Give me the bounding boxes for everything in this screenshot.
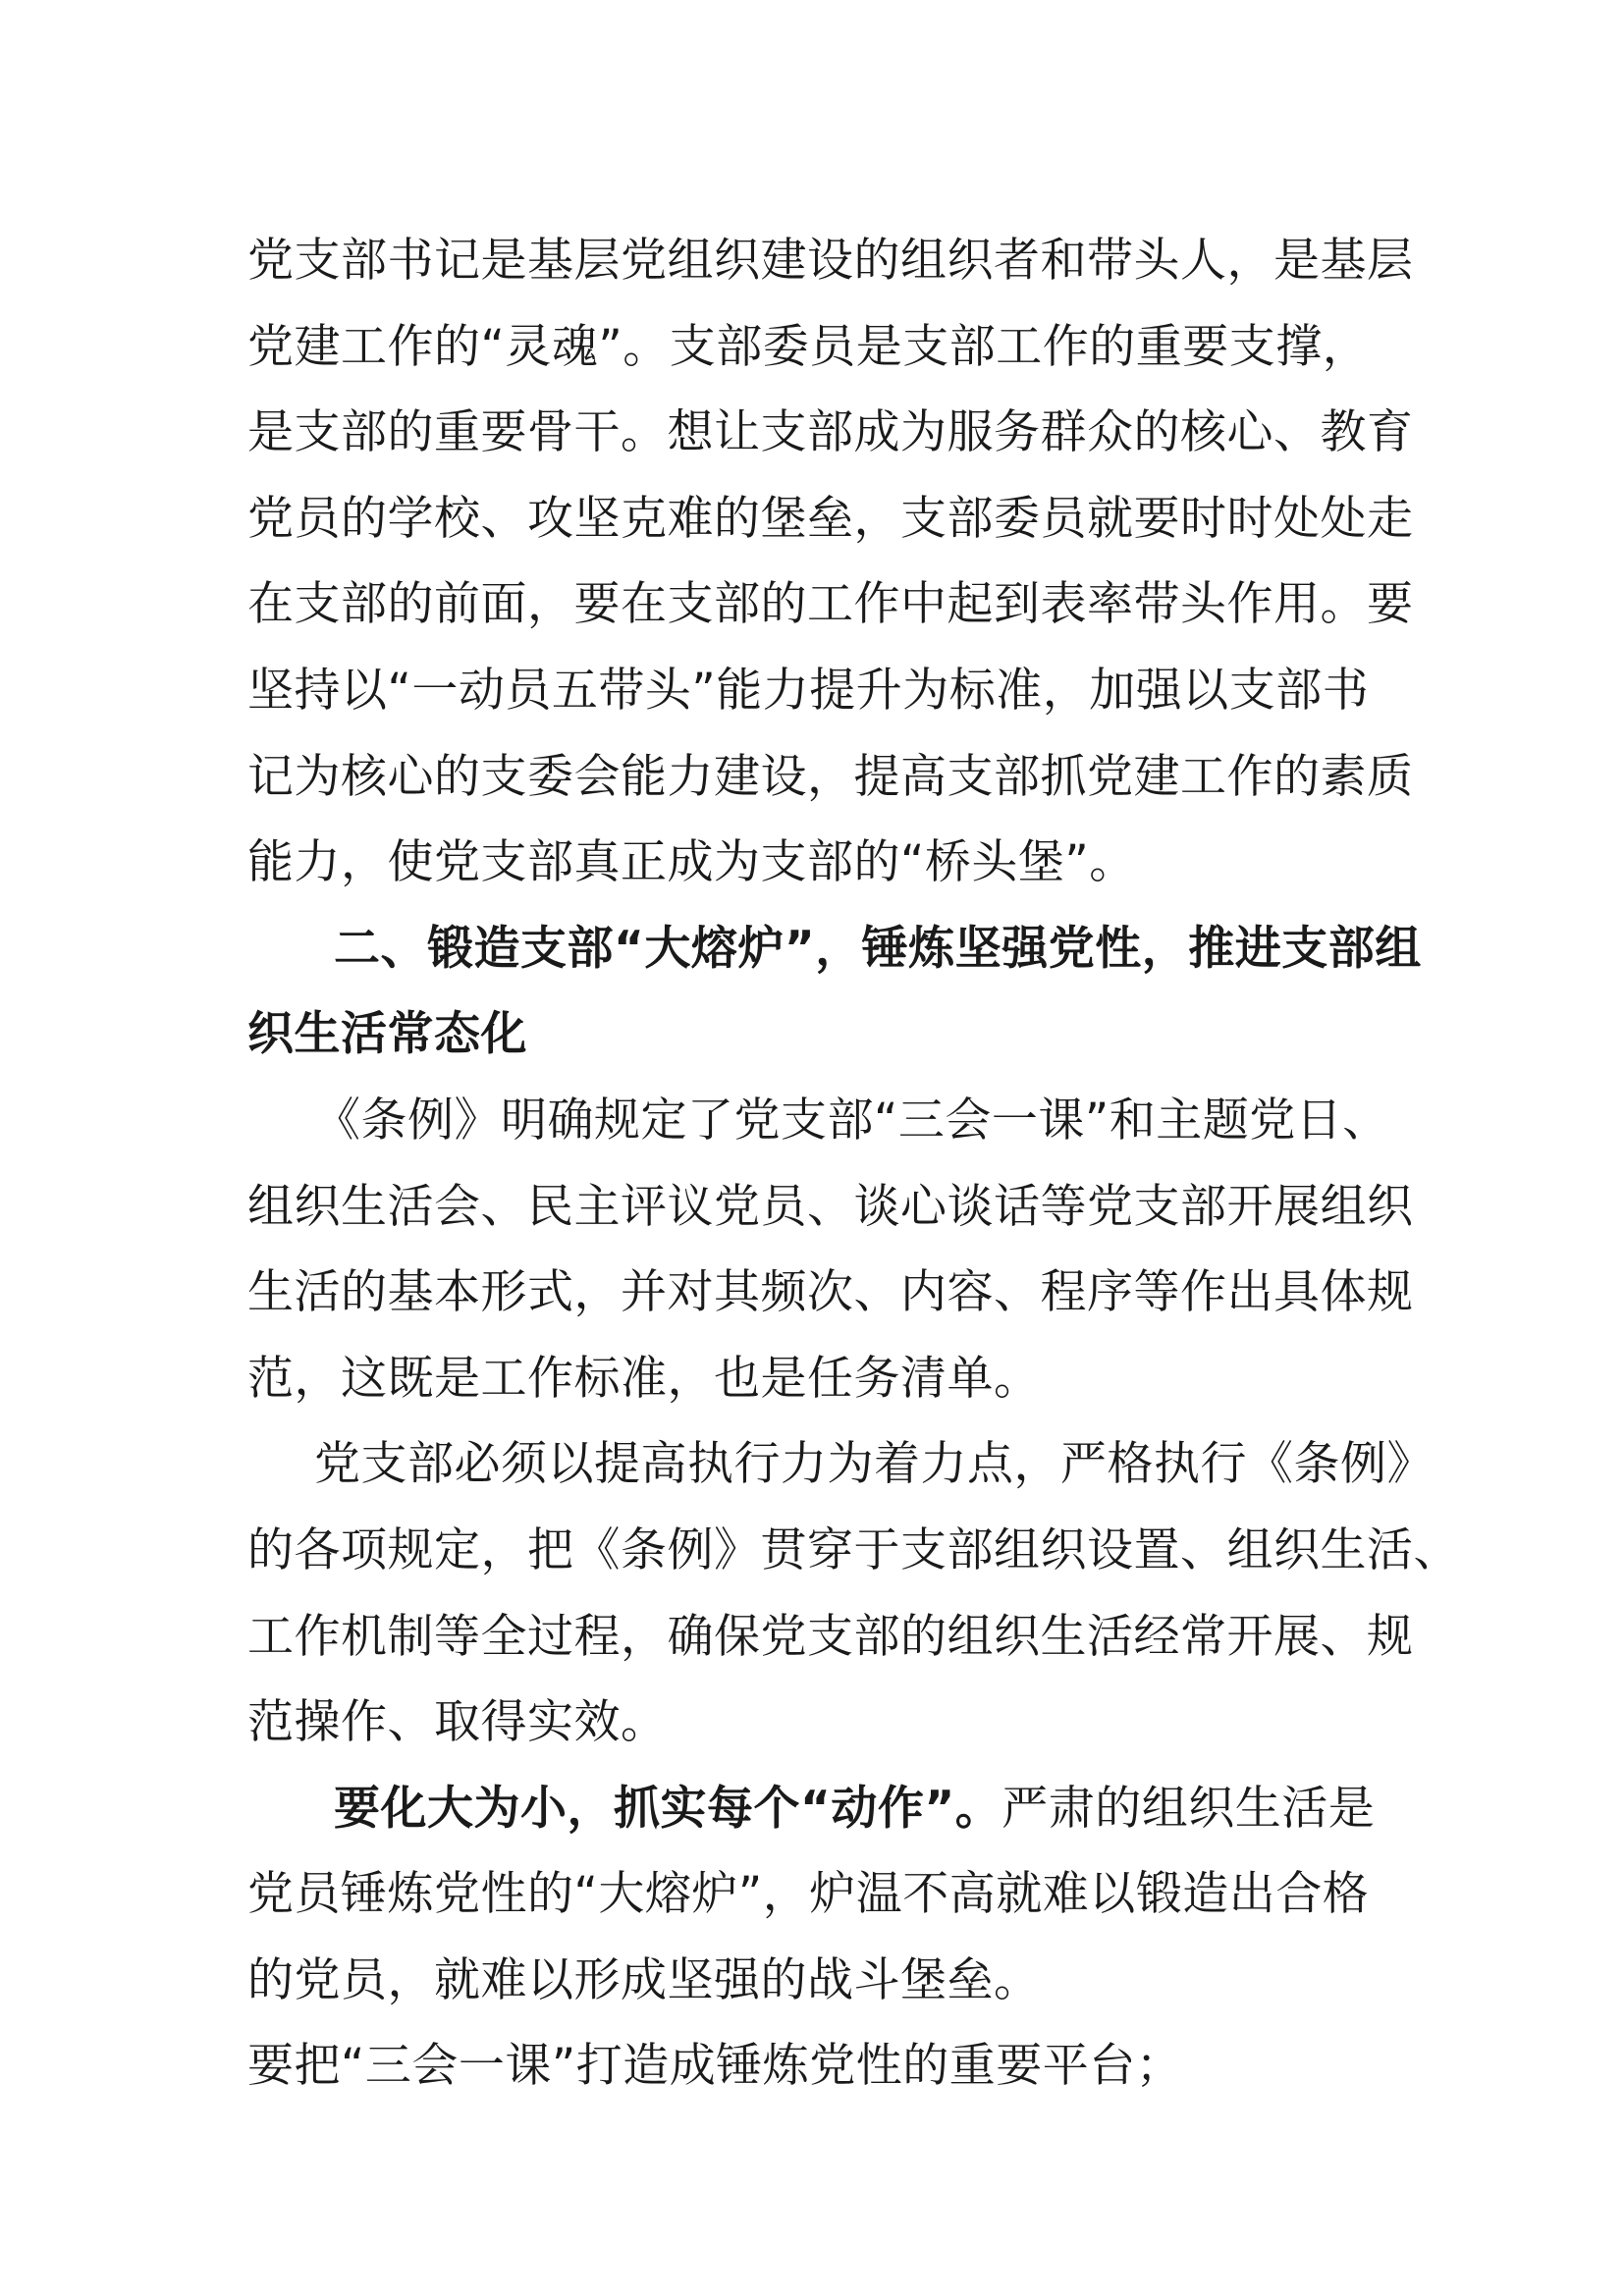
text-line: 党建工作的“灵魂”。支部委员是支部工作的重要支撑， xyxy=(247,319,1370,374)
paragraph-branch-secretary xyxy=(247,218,1414,906)
text-line: 党员锤炼党性的“大熔炉”，炉温不高就难以锻造出合格 xyxy=(247,1867,1370,1922)
paragraph-regulations xyxy=(247,1078,1414,1421)
text-line: 坚持以“一动员五带头”能力提升为标准，加强以支部书 xyxy=(247,663,1370,718)
lead-rest-text: 严肃的组织生活是 xyxy=(1001,1781,1376,1836)
paragraph-execution xyxy=(247,1421,1460,1765)
text-line: 组织生活会、民主评议党员、谈心谈话等党支部开展组织 xyxy=(247,1179,1414,1234)
text-line: 生活的基本形式，并对其频次、内容、程序等作出具体规 xyxy=(247,1265,1414,1320)
text-line: 党支部必须以提高执行力为着力点，严格执行《条例》 xyxy=(314,1437,1434,1492)
text-line xyxy=(247,1766,1406,1852)
text-line: 《条例》明确规定了党支部“三会一课”和主题党日、 xyxy=(314,1093,1389,1148)
paragraph-furnace xyxy=(247,1766,1406,2024)
document-page xyxy=(247,218,1460,2109)
text-line: 能力，使党支部真正成为支部的“桥头堡”。 xyxy=(247,835,1136,890)
lead-bold-text: 要化大为小，抓实每个“动作”。 xyxy=(334,1781,1002,1836)
text-line: 要把“三会一课”打造成锤炼党性的重要平台； xyxy=(247,2039,1183,2094)
text-line: 范操作、取得实效。 xyxy=(247,1695,668,1750)
text-line: 党员的学校、攻坚克难的堡垒，支部委员就要时时处处走 xyxy=(247,491,1414,546)
text-line: 的各项规定，把《条例》贯穿于支部组织设置、组织生活、 xyxy=(247,1522,1460,1577)
text-line: 工作机制等全过程，确保党支部的组织生活经常开展、规 xyxy=(247,1609,1414,1664)
heading-line: 二、锻造支部“大熔炉”，锤炼坚强党性，推进支部组 xyxy=(334,921,1422,976)
text-line: 记为核心的支委会能力建设，提高支部抓党建工作的素质 xyxy=(247,749,1414,804)
text-line: 在支部的前面，要在支部的工作中起到表率带头作用。要 xyxy=(247,577,1414,632)
paragraph-three-meetings xyxy=(247,2023,1406,2109)
text-line: 范，这既是工作标准，也是任务清单。 xyxy=(247,1351,1041,1406)
section-heading-2 xyxy=(247,906,1422,1078)
text-line: 的党员，就难以形成坚强的战斗堡垒。 xyxy=(247,1952,1041,2007)
heading-line: 织生活常态化 xyxy=(247,1007,527,1062)
text-line: 党支部书记是基层党组织建设的组织者和带头人，是基层 xyxy=(247,234,1414,288)
text-line: 是支部的重要骨干。想让支部成为服务群众的核心、教育 xyxy=(247,405,1414,460)
